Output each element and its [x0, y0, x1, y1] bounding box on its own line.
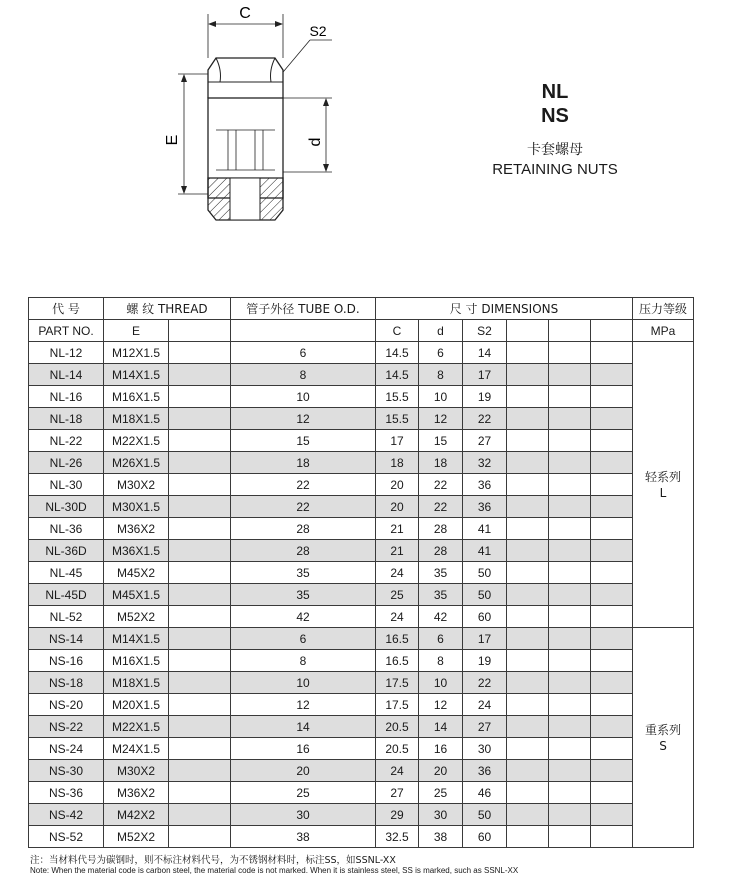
table-row [29, 408, 694, 430]
blank-cell [549, 628, 591, 650]
dim-d-cell: 6 [419, 342, 463, 364]
part-no-cell: NL-22 [29, 430, 104, 452]
blank-cell [169, 540, 231, 562]
blank-cell [549, 496, 591, 518]
part-no-cell: NS-42 [29, 804, 104, 826]
blank-cell [507, 584, 549, 606]
dim-s2-cell: 30 [463, 738, 507, 760]
header-d: d [419, 320, 463, 342]
blank-cell [591, 672, 633, 694]
dim-c-cell: 20.5 [376, 738, 419, 760]
title-block [470, 80, 640, 180]
dim-s2-cell: 36 [463, 496, 507, 518]
blank-cell [549, 738, 591, 760]
blank-cell [507, 474, 549, 496]
blank-cell [169, 408, 231, 430]
blank-cell [591, 386, 633, 408]
table-row [29, 452, 694, 474]
dim-d-cell: 10 [419, 672, 463, 694]
blank-cell [169, 562, 231, 584]
tube-od-cell: 12 [231, 694, 376, 716]
table-row [29, 716, 694, 738]
dim-d-cell: 22 [419, 496, 463, 518]
note-cn: 注：当材料代号为碳钢时，则不标注材料代号，为不锈钢材料时，标注SS，如SSNL-XX [30, 855, 396, 866]
part-no-cell: NS-16 [29, 650, 104, 672]
dim-d-cell: 30 [419, 804, 463, 826]
series-name: 轻系列 [644, 469, 681, 484]
dim-s2-cell: 60 [463, 826, 507, 848]
dim-s2-cell: 19 [463, 650, 507, 672]
blank-cell [169, 760, 231, 782]
part-no-cell: NS-22 [29, 716, 104, 738]
header-blank [507, 320, 549, 342]
blank-cell [507, 650, 549, 672]
dim-d-cell: 12 [419, 408, 463, 430]
blank-cell [507, 342, 549, 364]
dim-s2-cell: 32 [463, 452, 507, 474]
tube-od-cell: 10 [231, 386, 376, 408]
thread-cell: M14X1.5 [104, 364, 169, 386]
dim-d-cell: 35 [419, 562, 463, 584]
blank-cell [591, 628, 633, 650]
blank-cell [591, 430, 633, 452]
product-name-cn: 卡套螺母 [527, 142, 583, 158]
blank-cell [507, 386, 549, 408]
tube-od-cell: 38 [231, 826, 376, 848]
dim-s2-cell: 50 [463, 804, 507, 826]
blank-cell [549, 584, 591, 606]
header-c: C [376, 320, 419, 342]
dim-c-cell: 14.5 [376, 364, 419, 386]
thread-cell: M12X1.5 [104, 342, 169, 364]
dim-c-cell: 15.5 [376, 408, 419, 430]
thread-cell: M52X2 [104, 606, 169, 628]
blank-cell [549, 518, 591, 540]
thread-cell: M22X1.5 [104, 430, 169, 452]
tube-od-cell: 22 [231, 474, 376, 496]
blank-cell [507, 738, 549, 760]
dim-d-cell: 38 [419, 826, 463, 848]
dim-d-cell: 14 [419, 716, 463, 738]
header-dimensions: 尺 寸 DIMENSIONS [376, 298, 633, 320]
thread-cell: M16X1.5 [104, 386, 169, 408]
thread-cell: M36X1.5 [104, 540, 169, 562]
header-row-1 [29, 298, 694, 320]
table-row [29, 342, 694, 364]
dim-d-cell: 12 [419, 694, 463, 716]
header-pressure: 压力等级 [633, 298, 694, 320]
blank-cell [507, 540, 549, 562]
dim-d-cell: 6 [419, 628, 463, 650]
table-row [29, 760, 694, 782]
part-no-cell: NS-36 [29, 782, 104, 804]
table-row [29, 782, 694, 804]
tube-od-cell: 18 [231, 452, 376, 474]
dim-e-label: E [164, 134, 181, 146]
header-blank [231, 320, 376, 342]
product-code-nl: NL [541, 81, 569, 103]
dim-s2-cell: 50 [463, 584, 507, 606]
part-no-cell: NS-18 [29, 672, 104, 694]
tube-od-cell: 16 [231, 738, 376, 760]
table-row [29, 672, 694, 694]
tube-od-cell: 25 [231, 782, 376, 804]
dim-s2-cell: 27 [463, 716, 507, 738]
table-row [29, 518, 694, 540]
dim-d-cell: 22 [419, 474, 463, 496]
blank-cell [591, 804, 633, 826]
blank-cell [169, 364, 231, 386]
header-blank [549, 320, 591, 342]
part-no-cell: NS-14 [29, 628, 104, 650]
blank-cell [507, 716, 549, 738]
blank-cell [549, 716, 591, 738]
part-no-cell: NL-45 [29, 562, 104, 584]
blank-cell [507, 562, 549, 584]
tube-od-cell: 42 [231, 606, 376, 628]
blank-cell [169, 672, 231, 694]
dim-c-cell: 17 [376, 430, 419, 452]
blank-cell [169, 826, 231, 848]
blank-cell [169, 342, 231, 364]
blank-cell [169, 584, 231, 606]
header-thread: 螺 纹 THREAD [104, 298, 231, 320]
dim-s2-cell: 50 [463, 562, 507, 584]
thread-cell: M26X1.5 [104, 452, 169, 474]
thread-cell: M18X1.5 [104, 672, 169, 694]
dim-s2-cell: 22 [463, 672, 507, 694]
table-row [29, 826, 694, 848]
dim-c-cell: 16.5 [376, 650, 419, 672]
series-name: 重系列 [644, 722, 681, 737]
table-row [29, 584, 694, 606]
dim-c-cell: 20.5 [376, 716, 419, 738]
table-row [29, 386, 694, 408]
tube-od-cell: 10 [231, 672, 376, 694]
table-row [29, 628, 694, 650]
blank-cell [591, 738, 633, 760]
blank-cell [549, 474, 591, 496]
blank-cell [591, 342, 633, 364]
dim-d-cell: 15 [419, 430, 463, 452]
part-no-cell: NL-16 [29, 386, 104, 408]
blank-cell [169, 716, 231, 738]
part-no-cell: NL-18 [29, 408, 104, 430]
dim-c-cell: 21 [376, 518, 419, 540]
dim-s2-cell: 24 [463, 694, 507, 716]
tube-od-cell: 20 [231, 760, 376, 782]
thread-cell: M24X1.5 [104, 738, 169, 760]
dim-s2-cell: 17 [463, 364, 507, 386]
blank-cell [591, 782, 633, 804]
table-row [29, 606, 694, 628]
table-row [29, 804, 694, 826]
dim-d-cell: 10 [419, 386, 463, 408]
dim-d-cell: 25 [419, 782, 463, 804]
series-heavy-cell [633, 628, 694, 848]
spec-table [28, 297, 694, 848]
blank-cell [507, 408, 549, 430]
dim-d-cell: 8 [419, 364, 463, 386]
thread-cell: M14X1.5 [104, 628, 169, 650]
blank-cell [549, 650, 591, 672]
dim-d-label: d [307, 137, 324, 147]
header-blank [591, 320, 633, 342]
blank-cell [169, 430, 231, 452]
dim-s2-cell: 22 [463, 408, 507, 430]
header-tube: 管子外径 TUBE O.D. [231, 298, 376, 320]
dim-c-label: C [239, 5, 251, 22]
dim-c-cell: 25 [376, 584, 419, 606]
blank-cell [549, 782, 591, 804]
blank-cell [591, 562, 633, 584]
thread-cell: M36X2 [104, 518, 169, 540]
blank-cell [591, 650, 633, 672]
blank-cell [591, 584, 633, 606]
blank-cell [169, 518, 231, 540]
dim-c-cell: 24 [376, 760, 419, 782]
dim-c-cell: 24 [376, 562, 419, 584]
part-no-cell: NL-36D [29, 540, 104, 562]
note-en: Note: When the material code is carbon steel, the material code is not marked. When it is stainless steel, SS is marked, such as SSNL-XX [30, 866, 519, 875]
part-no-cell: NL-30D [29, 496, 104, 518]
blank-cell [549, 540, 591, 562]
part-no-cell: NL-26 [29, 452, 104, 474]
table-row [29, 738, 694, 760]
blank-cell [507, 430, 549, 452]
blank-cell [507, 496, 549, 518]
blank-cell [507, 672, 549, 694]
dim-c-cell: 21 [376, 540, 419, 562]
blank-cell [169, 606, 231, 628]
dim-c-cell: 20 [376, 496, 419, 518]
dim-s2-cell: 14 [463, 342, 507, 364]
part-no-cell: NL-52 [29, 606, 104, 628]
dim-c-cell: 14.5 [376, 342, 419, 364]
table-row [29, 474, 694, 496]
blank-cell [169, 694, 231, 716]
nut-drawing [150, 0, 370, 240]
series-code: L [659, 485, 667, 500]
tube-od-cell: 12 [231, 408, 376, 430]
header-s2: S2 [463, 320, 507, 342]
dim-c-cell: 15.5 [376, 386, 419, 408]
blank-cell [169, 650, 231, 672]
dim-s2-cell: 36 [463, 760, 507, 782]
blank-cell [507, 804, 549, 826]
table-row [29, 364, 694, 386]
blank-cell [549, 452, 591, 474]
blank-cell [169, 496, 231, 518]
dim-c-cell: 18 [376, 452, 419, 474]
blank-cell [507, 452, 549, 474]
dim-s2-cell: 46 [463, 782, 507, 804]
blank-cell [549, 804, 591, 826]
series-light-cell [633, 342, 694, 628]
tube-od-cell: 30 [231, 804, 376, 826]
blank-cell [549, 672, 591, 694]
blank-cell [169, 474, 231, 496]
tube-od-cell: 14 [231, 716, 376, 738]
dim-d-cell: 18 [419, 452, 463, 474]
blank-cell [169, 738, 231, 760]
dim-c-cell: 17.5 [376, 672, 419, 694]
blank-cell [169, 804, 231, 826]
tube-od-cell: 22 [231, 496, 376, 518]
dim-s2-cell: 27 [463, 430, 507, 452]
tube-od-cell: 6 [231, 342, 376, 364]
dim-s2-cell: 41 [463, 518, 507, 540]
thread-cell: M30X1.5 [104, 496, 169, 518]
product-code-ns: NS [541, 105, 569, 127]
dim-c-cell: 20 [376, 474, 419, 496]
blank-cell [591, 452, 633, 474]
thread-cell: M45X2 [104, 562, 169, 584]
header-part-no: PART NO. [29, 320, 104, 342]
tube-od-cell: 35 [231, 562, 376, 584]
dim-s2-cell: 17 [463, 628, 507, 650]
dim-c-cell: 27 [376, 782, 419, 804]
blank-cell [507, 782, 549, 804]
blank-cell [507, 364, 549, 386]
thread-cell: M30X2 [104, 474, 169, 496]
tube-od-cell: 8 [231, 650, 376, 672]
blank-cell [549, 694, 591, 716]
tube-od-cell: 8 [231, 364, 376, 386]
blank-cell [549, 408, 591, 430]
blank-cell [169, 628, 231, 650]
blank-cell [507, 518, 549, 540]
thread-cell: M18X1.5 [104, 408, 169, 430]
blank-cell [591, 364, 633, 386]
part-no-cell: NS-30 [29, 760, 104, 782]
blank-cell [591, 826, 633, 848]
tube-od-cell: 28 [231, 518, 376, 540]
header-code: 代 号 [29, 298, 104, 320]
tube-od-cell: 28 [231, 540, 376, 562]
blank-cell [549, 386, 591, 408]
blank-cell [507, 826, 549, 848]
blank-cell [169, 782, 231, 804]
dim-d-cell: 28 [419, 540, 463, 562]
header-e: E [104, 320, 169, 342]
blank-cell [591, 496, 633, 518]
part-no-cell: NS-52 [29, 826, 104, 848]
blank-cell [591, 760, 633, 782]
blank-cell [591, 474, 633, 496]
part-no-cell: NL-30 [29, 474, 104, 496]
part-no-cell: NL-36 [29, 518, 104, 540]
tube-od-cell: 15 [231, 430, 376, 452]
part-no-cell: NS-20 [29, 694, 104, 716]
table-row [29, 650, 694, 672]
header-blank [169, 320, 231, 342]
thread-cell: M45X1.5 [104, 584, 169, 606]
tube-od-cell: 6 [231, 628, 376, 650]
blank-cell [549, 826, 591, 848]
part-no-cell: NS-24 [29, 738, 104, 760]
thread-cell: M16X1.5 [104, 650, 169, 672]
blank-cell [591, 540, 633, 562]
thread-cell: M20X1.5 [104, 694, 169, 716]
part-no-cell: NL-14 [29, 364, 104, 386]
tube-od-cell: 35 [231, 584, 376, 606]
blank-cell [169, 386, 231, 408]
thread-cell: M22X1.5 [104, 716, 169, 738]
blank-cell [507, 628, 549, 650]
table-row [29, 694, 694, 716]
dim-c-cell: 24 [376, 606, 419, 628]
thread-cell: M42X2 [104, 804, 169, 826]
blank-cell [591, 694, 633, 716]
blank-cell [169, 452, 231, 474]
blank-cell [507, 760, 549, 782]
dim-s2-label: S2 [309, 23, 327, 39]
header-mpa: MPa [633, 320, 694, 342]
table-row [29, 540, 694, 562]
dim-d-cell: 16 [419, 738, 463, 760]
dim-c-cell: 29 [376, 804, 419, 826]
thread-cell: M36X2 [104, 782, 169, 804]
blank-cell [549, 606, 591, 628]
table-row [29, 496, 694, 518]
dim-d-cell: 8 [419, 650, 463, 672]
blank-cell [549, 364, 591, 386]
dim-c-cell: 17.5 [376, 694, 419, 716]
dim-s2-cell: 60 [463, 606, 507, 628]
dim-d-cell: 35 [419, 584, 463, 606]
dim-s2-cell: 36 [463, 474, 507, 496]
thread-cell: M52X2 [104, 826, 169, 848]
product-name-en: RETAINING NUTS [492, 161, 618, 178]
dim-c-cell: 32.5 [376, 826, 419, 848]
series-code: S [659, 738, 667, 753]
blank-cell [549, 342, 591, 364]
blank-cell [507, 606, 549, 628]
dim-c-cell: 16.5 [376, 628, 419, 650]
header-row-2 [29, 320, 694, 342]
blank-cell [549, 430, 591, 452]
blank-cell [591, 518, 633, 540]
blank-cell [591, 716, 633, 738]
dim-d-cell: 28 [419, 518, 463, 540]
dim-d-cell: 20 [419, 760, 463, 782]
blank-cell [549, 760, 591, 782]
blank-cell [591, 606, 633, 628]
part-no-cell: NL-12 [29, 342, 104, 364]
blank-cell [549, 562, 591, 584]
table-row [29, 430, 694, 452]
dim-s2-cell: 19 [463, 386, 507, 408]
dim-d-cell: 42 [419, 606, 463, 628]
blank-cell [591, 408, 633, 430]
dim-s2-cell: 41 [463, 540, 507, 562]
table-row [29, 562, 694, 584]
part-no-cell: NL-45D [29, 584, 104, 606]
thread-cell: M30X2 [104, 760, 169, 782]
blank-cell [507, 694, 549, 716]
